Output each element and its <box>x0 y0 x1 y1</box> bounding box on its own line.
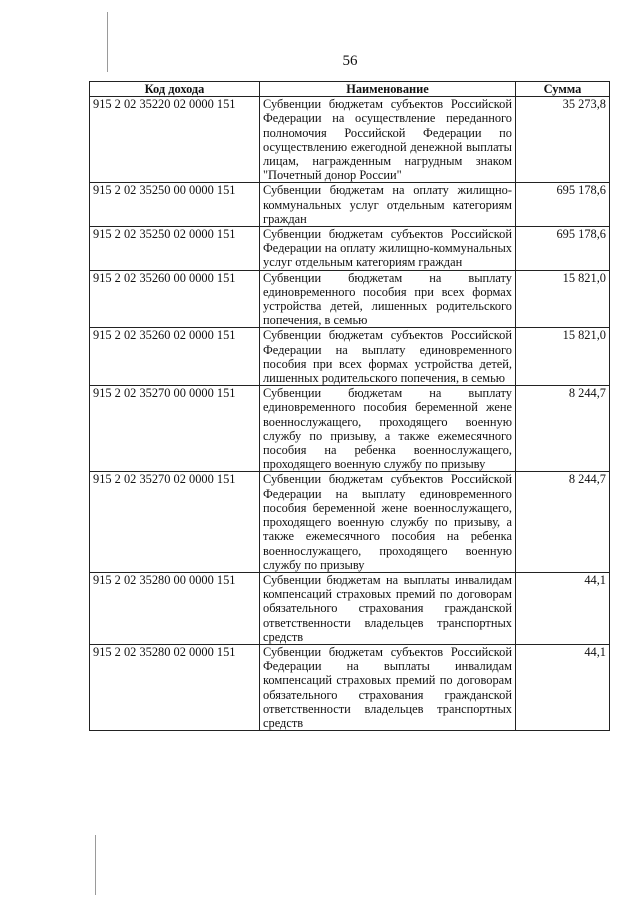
column-header-sum: Сумма <box>516 82 610 97</box>
table-row <box>90 572 610 644</box>
revenue-code: 915 2 02 35270 00 0000 151 <box>90 386 260 472</box>
revenue-table <box>89 81 610 731</box>
revenue-code: 915 2 02 35250 02 0000 151 <box>90 227 260 271</box>
table-row <box>90 183 610 227</box>
revenue-code: 915 2 02 35250 00 0000 151 <box>90 183 260 227</box>
table-row <box>90 386 610 472</box>
table-row <box>90 270 610 328</box>
revenue-sum: 695 178,6 <box>516 227 610 271</box>
revenue-sum: 35 273,8 <box>516 97 610 183</box>
revenue-code: 915 2 02 35280 00 0000 151 <box>90 572 260 644</box>
revenue-sum: 44,1 <box>516 644 610 730</box>
column-header-code: Код дохода <box>90 82 260 97</box>
table-header-row <box>90 82 610 97</box>
scan-margin-line <box>95 835 96 895</box>
revenue-name: Субвенции бюджетам субъектов Российской Федерации на осуществление переданного полномочия Российской Федерации по осуществлению ежегодной денежной выплаты лицам, награжденным нагрудным знаком "Почетный донор России" <box>260 97 516 183</box>
revenue-code: 915 2 02 35270 02 0000 151 <box>90 472 260 572</box>
table-row <box>90 328 610 386</box>
revenue-name: Субвенции бюджетам на выплату единовременного пособия при всех формах устройства детей, лишенных родительского попечения, в семью <box>260 270 516 328</box>
column-header-name: Наименование <box>260 82 516 97</box>
revenue-name: Субвенции бюджетам на выплаты инвалидам компенсаций страховых премий по договорам обязательного страхования гражданской ответственности владельцев транспортных средств <box>260 572 516 644</box>
page-number: 56 <box>342 53 358 69</box>
revenue-sum: 15 821,0 <box>516 270 610 328</box>
revenue-name: Субвенции бюджетам субъектов Российской Федерации на выплату единовременного пособия при всех формах устройства детей, лишенных родительского попечения, в семью <box>260 328 516 386</box>
revenue-code: 915 2 02 35260 02 0000 151 <box>90 328 260 386</box>
revenue-name: Субвенции бюджетам субъектов Российской Федерации на оплату жилищно-коммунальных услуг отдельным категориям граждан <box>260 227 516 271</box>
revenue-sum: 695 178,6 <box>516 183 610 227</box>
revenue-code: 915 2 02 35280 02 0000 151 <box>90 644 260 730</box>
table-row <box>90 472 610 572</box>
table-row <box>90 644 610 730</box>
revenue-sum: 15 821,0 <box>516 328 610 386</box>
revenue-name: Субвенции бюджетам на оплату жилищно-коммунальных услуг отдельным категориям граждан <box>260 183 516 227</box>
revenue-sum: 8 244,7 <box>516 472 610 572</box>
revenue-name: Субвенции бюджетам на выплату единовременного пособия беременной жене военнослужащего, проходящего военную службу по призыву, а также ежемесячного пособия на ребенка военнослужащего, проходящего военную службу по призыву <box>260 386 516 472</box>
revenue-sum: 8 244,7 <box>516 386 610 472</box>
revenue-name: Субвенции бюджетам субъектов Российской Федерации на выплату единовременного пособия беременной жене военнослужащего, проходящего военную службу по призыву, а также ежемесячного пособия на ребенка военнослужащего, проходящего военную службу по призыву <box>260 472 516 572</box>
revenue-sum: 44,1 <box>516 572 610 644</box>
table-row <box>90 97 610 183</box>
table-row <box>90 227 610 271</box>
revenue-code: 915 2 02 35260 00 0000 151 <box>90 270 260 328</box>
revenue-code: 915 2 02 35220 02 0000 151 <box>90 97 260 183</box>
revenue-name: Субвенции бюджетам субъектов Российской Федерации на выплаты инвалидам компенсаций страховых премий по договорам обязательного страхования гражданской ответственности владельцев транспортных средств <box>260 644 516 730</box>
